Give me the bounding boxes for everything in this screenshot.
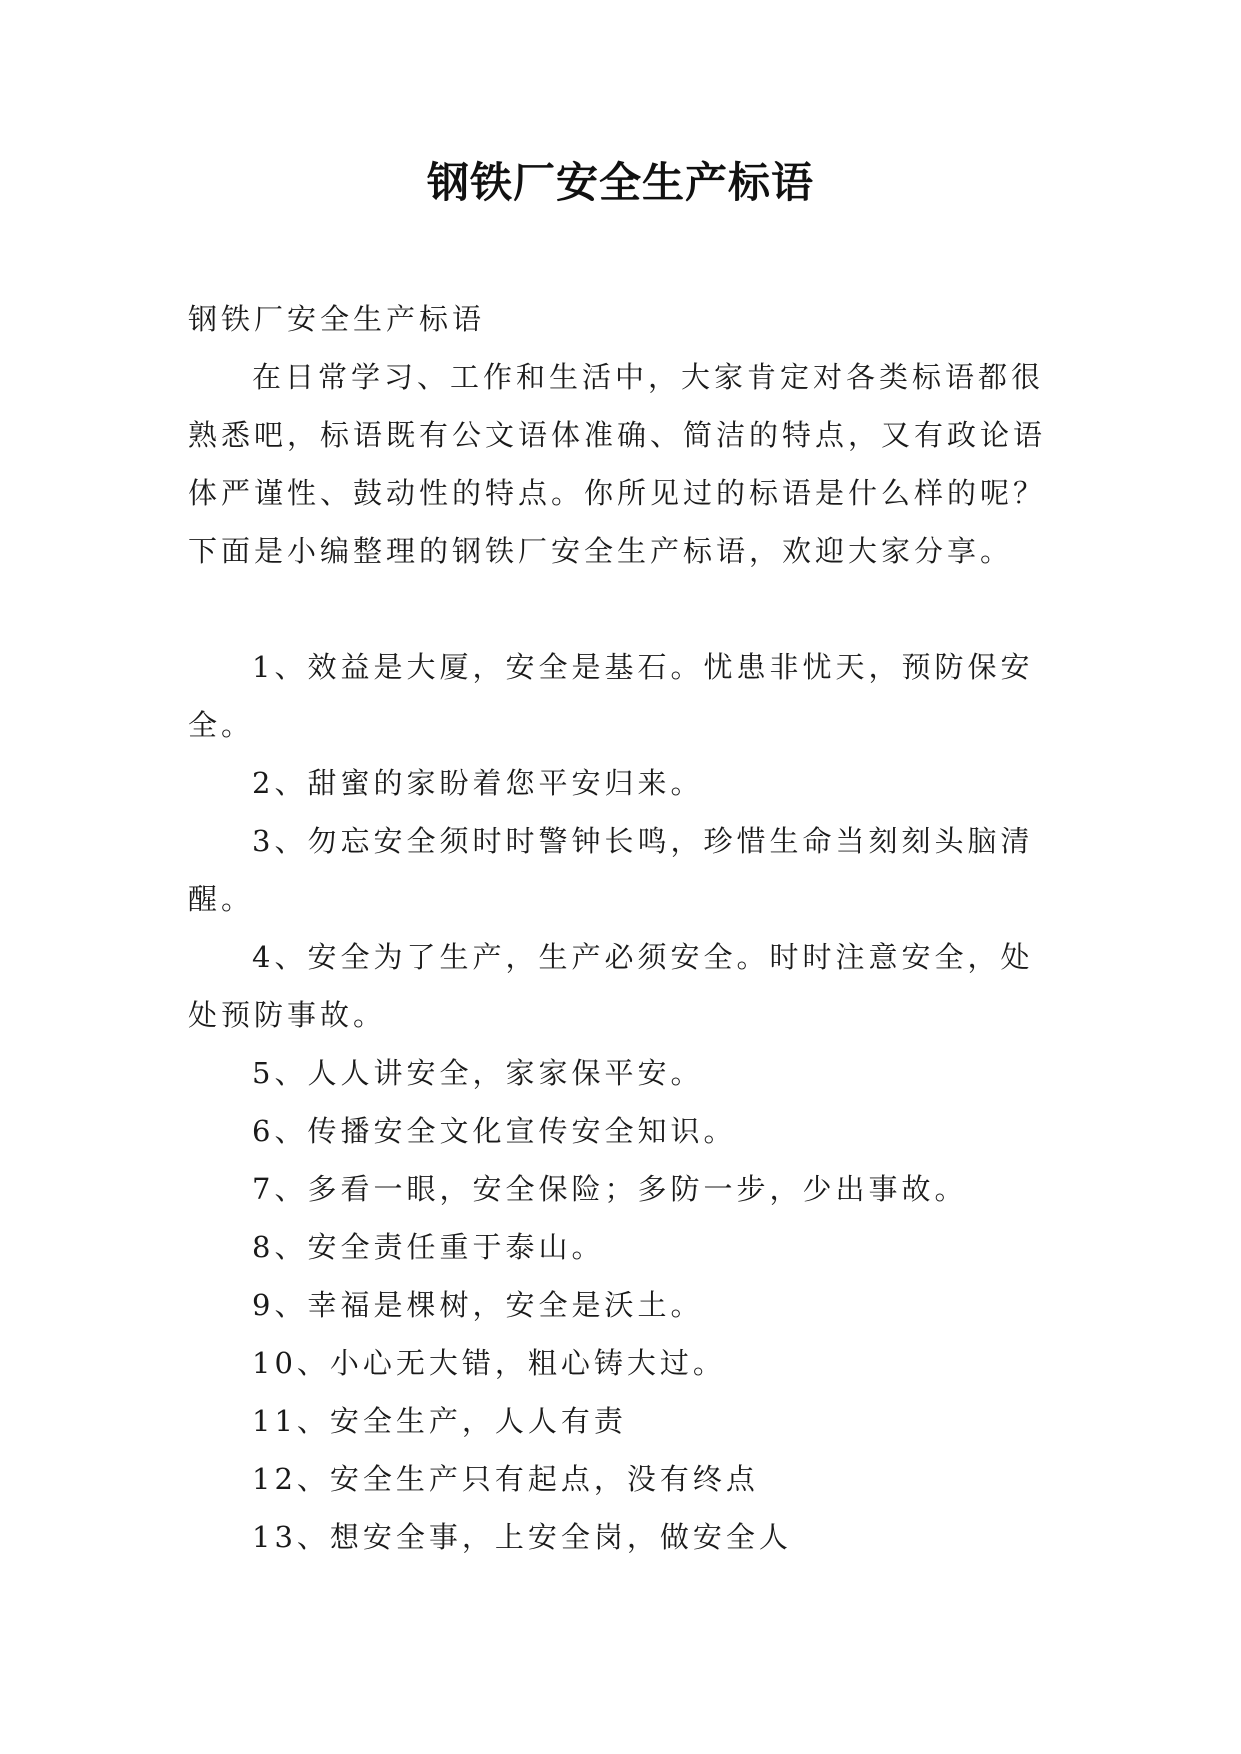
document-body: [188, 290, 1060, 1566]
slogan-item: 3、勿忘安全须时时警钟长鸣，珍惜生命当刻刻头脑清醒。: [188, 824, 1034, 916]
slogan-item: 13、想安全事，上安全岗，做安全人: [252, 1520, 792, 1554]
slogan-item: 4、安全为了生产，生产必须安全。时时注意安全，处处预防事故。: [188, 940, 1034, 1032]
slogan-item: 6、传播安全文化宣传安全知识。: [252, 1114, 737, 1148]
slogan-item: 7、多看一眼，安全保险；多防一步，少出事故。: [252, 1172, 968, 1206]
document-subtitle: 钢铁厂安全生产标语: [188, 302, 486, 336]
slogan-item: 9、幸福是棵树，安全是沃土。: [252, 1288, 704, 1322]
slogan-item: 12、安全生产只有起点，没有终点: [252, 1462, 759, 1496]
intro-paragraph: 在日常学习、工作和生活中，大家肯定对各类标语都很熟悉吧，标语既有公文语体准确、简洁的特点，又有政论语体严谨性、鼓动性的特点。你所见过的标语是什么样的呢？下面是小编整理的钢铁厂安全生产标语，欢迎大家分享。: [188, 360, 1047, 568]
slogan-item: 1、效益是大厦，安全是基石。忧患非忧天，预防保安全。: [188, 650, 1034, 742]
slogan-item: 2、甜蜜的家盼着您平安归来。: [252, 766, 704, 800]
slogan-item: 10、小心无大错，粗心铸大过。: [252, 1346, 726, 1380]
slogan-item: 11、安全生产，人人有责: [252, 1404, 627, 1438]
paragraph-spacer: [188, 580, 1060, 638]
slogan-item: 5、人人讲安全，家家保平安。: [252, 1056, 704, 1090]
page-title: 钢铁厂安全生产标语: [426, 158, 814, 207]
slogan-item: 8、安全责任重于泰山。: [252, 1230, 605, 1264]
